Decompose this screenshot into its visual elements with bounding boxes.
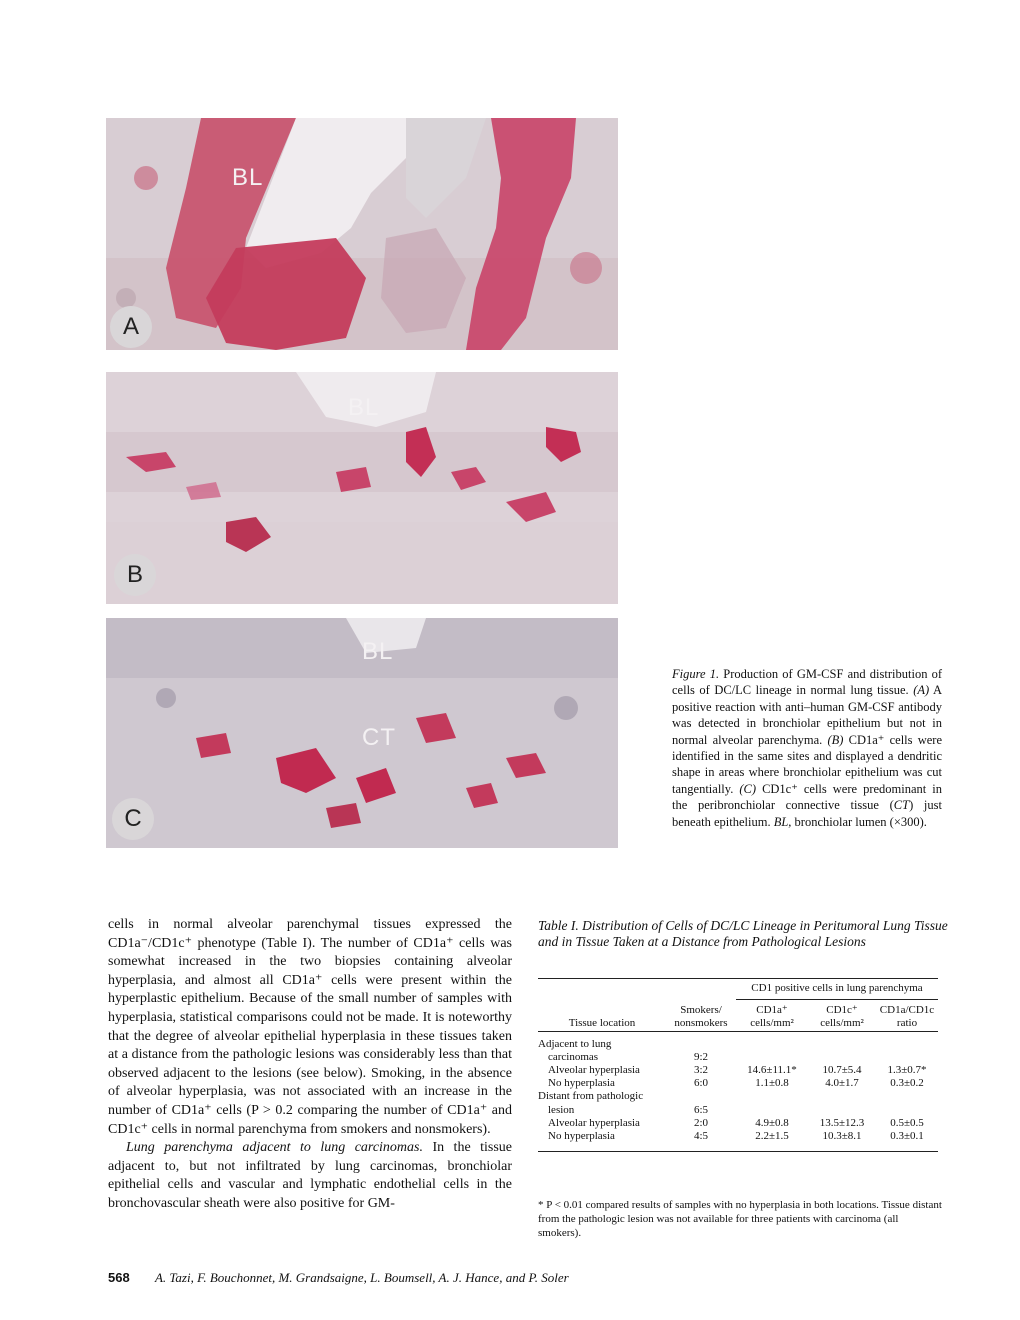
caption-bl-text: bronchiolar lumen (×300). bbox=[794, 814, 927, 829]
table-row: Distant from pathologic bbox=[538, 1090, 644, 1103]
table-row: Adjacent to lung bbox=[538, 1037, 612, 1050]
figure-caption bbox=[672, 666, 942, 830]
table-title: Table I. Distribution of Cells of DC/LC Lineage in Peritumoral Lung Tissue and in Tissue Taken at a Distance from Pathological Lesions bbox=[538, 918, 948, 950]
caption-c-text-2: ) just beneath epithelium. bbox=[672, 798, 942, 829]
col-header-smokers: Smokers/ nonsmokers bbox=[674, 1004, 728, 1030]
caption-ct-abbr: CT bbox=[893, 798, 910, 813]
table-row: lesion 6:5 bbox=[548, 1103, 709, 1116]
panel-a-letter: A bbox=[110, 306, 152, 348]
footer-authors: A. Tazi, F. Bouchonnet, M. Grandsaigne, L. Boumsell, A. J. Hance, and P. Soler bbox=[154, 1270, 569, 1285]
panel-a-label-bl: BL bbox=[232, 164, 264, 191]
body-paragraph-1: cells in normal alveolar parenchymal tissues expressed the CD1a⁻/CD1c⁺ phenotype (Table I). The number of CD1a⁺ cells was somewhat increased in the two biopsies containing alveolar hyperplasia, and almost all CD1a⁺ cells were present within the hyperplastic epithelium. Because of the small number of samples with hyperplasia, statistical comparisons could not be made. It is noteworthy that the degree of alveolar epithelial hyperplasia in these tissues taken at a distance from the pathologic lesions was considerably less than that observed adjacent to the lesions (see below). Smoking, in the absence of alveolar hyperplasia, was not associated with an increase in the number of CD1a⁺ cells (P > 0.2 comparing the number of CD1a⁺ and CD1c⁺ cells in normal parenchyma from smokers and nonsmokers). bbox=[108, 917, 512, 1137]
panel-c-label-bl: BL bbox=[362, 638, 394, 665]
caption-a-mark: (A) bbox=[913, 683, 930, 698]
figure-panel-b bbox=[106, 372, 618, 604]
table-group-header: CD1 positive cells in lung parenchyma bbox=[736, 979, 938, 999]
caption-a-text: A positive reaction with anti–human GM-CSF antibody was detected in bronchiolar epithelium but not in normal alveolar parenchyma. bbox=[672, 683, 943, 747]
col-header-ratio: CD1a/CD1c ratio bbox=[879, 1004, 935, 1030]
panel-c-letter: C bbox=[112, 798, 154, 840]
table-row: No hyperplasia 4:5 2.2±1.5 10.3±8.1 0.3±0.1 bbox=[548, 1129, 924, 1142]
data-table bbox=[538, 978, 938, 1152]
figure-panel-c bbox=[106, 618, 618, 848]
caption-b-text: CD1a⁺ cells were identified in the same sites and displayed a dendritic shape in areas where bronchiolar epithelium was cut tangentially. bbox=[672, 732, 942, 796]
table-row: No hyperplasia 6:0 1.1±0.8 4.0±1.7 0.3±0.2 bbox=[548, 1077, 924, 1090]
table-row: Alveolar hyperplasia 2:0 4.9±0.8 13.5±12.3 0.5±0.5 bbox=[548, 1116, 924, 1129]
col-header-location: Tissue location bbox=[568, 1017, 636, 1030]
figure-panel-a bbox=[106, 118, 618, 350]
caption-c-mark: (C) bbox=[739, 781, 757, 796]
col-header-cd1c: CD1c⁺ cells/mm² bbox=[820, 1004, 864, 1030]
figure-label: Figure 1. bbox=[672, 667, 720, 681]
panel-b-letter: B bbox=[114, 554, 156, 596]
paragraph-2-text: In the tissue adjacent to, but not infiltrated by lung carcinomas, bronchiolar epithelial cells and vascular and lymphatic endothelial cells in the bronchovascular sheath were also positive for GM- bbox=[108, 1140, 512, 1211]
caption-b-mark: (B) bbox=[827, 732, 844, 747]
page-number: 568 bbox=[108, 1270, 130, 1285]
paragraph-heading: Lung parenchyma adjacent to lung carcinomas. bbox=[126, 1140, 423, 1156]
panel-b-label-bl: BL bbox=[348, 394, 380, 421]
col-header-cd1a: CD1a⁺ cells/mm² bbox=[750, 1004, 794, 1030]
panel-c-label-ct: CT bbox=[362, 724, 396, 751]
table-row: carcinomas 9:2 bbox=[548, 1050, 709, 1063]
caption-title: Production of GM-CSF and distribution of cells of DC/LC lineage in normal lung tissue. bbox=[672, 667, 943, 698]
caption-bl-abbr: BL, bbox=[773, 814, 792, 829]
table-row: Alveolar hyperplasia 3:2 14.6±11.1* 10.7±5.4 1.3±0.7* bbox=[548, 1063, 927, 1076]
table-footnote: * P < 0.01 compared results of samples with no hyperplasia in both locations. Tissue distant from the pathologic lesion was not available for three patients with carcinoma (all smokers). bbox=[538, 1199, 942, 1239]
body-text bbox=[108, 916, 512, 1214]
caption-c-text-1: CD1c⁺ cells were predominant in the peribronchiolar connective tissue ( bbox=[672, 781, 943, 813]
micrograph-a-image bbox=[106, 118, 618, 350]
body-paragraph-2 bbox=[108, 1139, 512, 1213]
page-footer bbox=[108, 1270, 569, 1286]
